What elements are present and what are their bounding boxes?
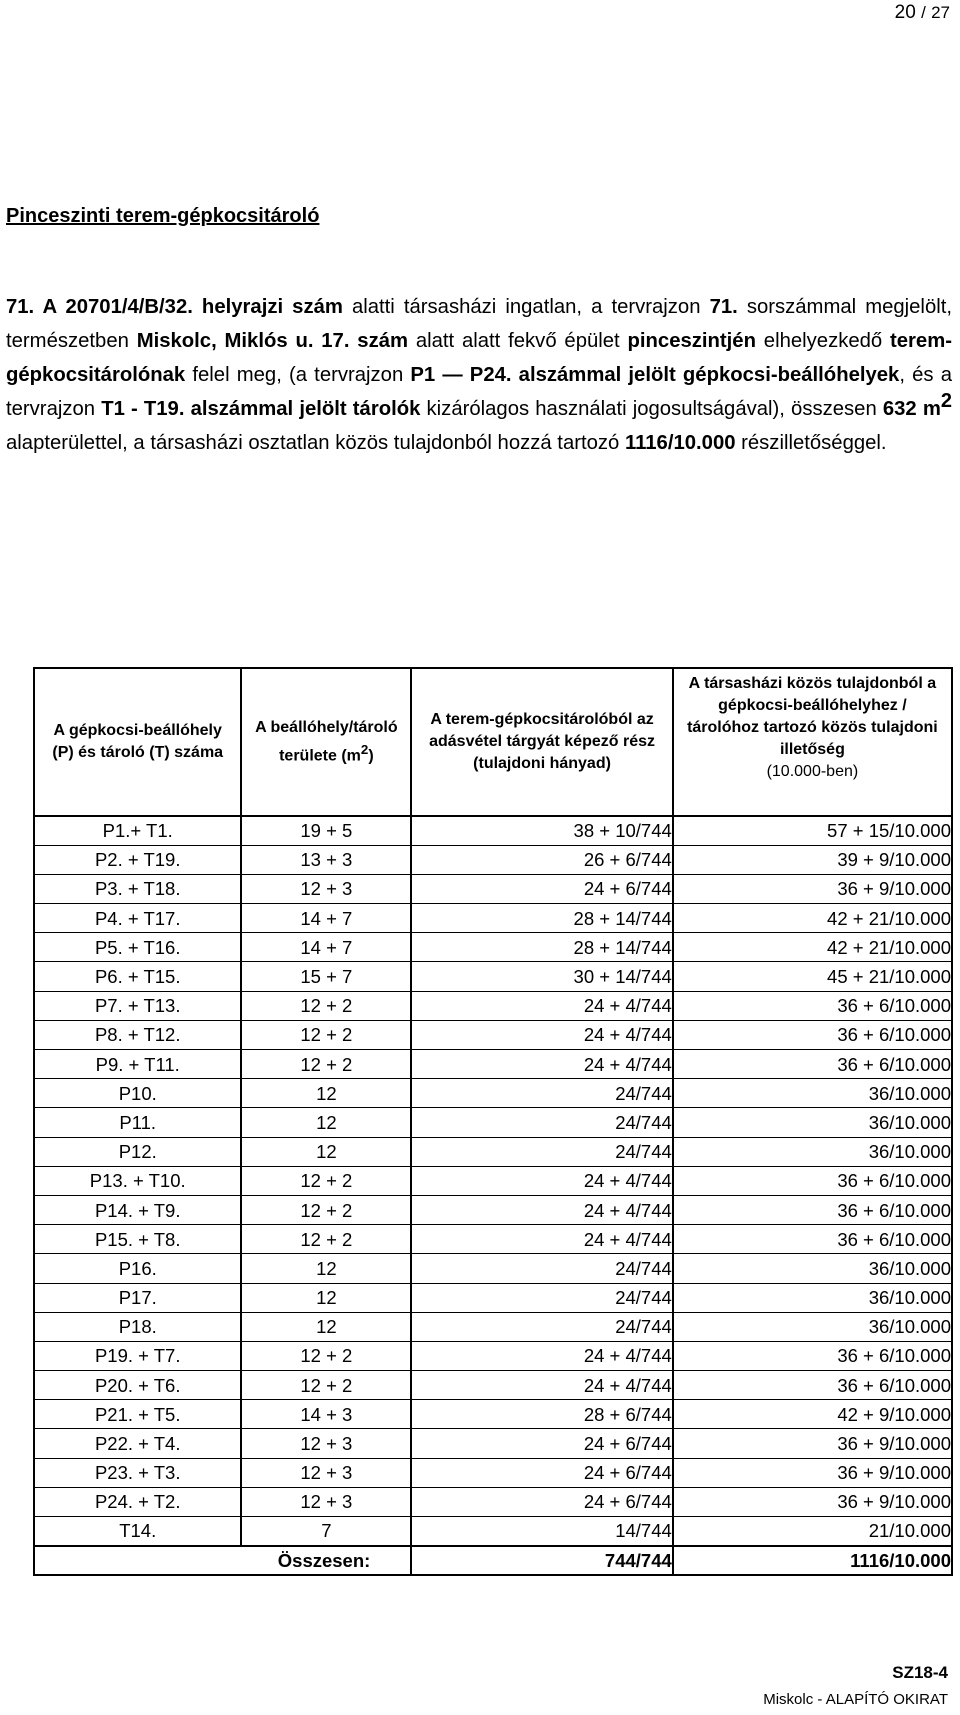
table-row <box>34 1458 952 1487</box>
cell-share: 24/744 <box>411 1312 672 1341</box>
header-common-ownership-text: A társasházi közös tulajdonból a gépkocsi-beállóhelyhez / tárolóhoz tartozó közös tulajdoni illetőség <box>687 675 938 758</box>
cell-common-ownership: 21/10.000 <box>673 1517 952 1546</box>
cell-area: 12 <box>241 1108 411 1137</box>
cell-unit-number: P2. + T19. <box>34 845 241 874</box>
para-part: elhelyezkedő <box>755 330 890 352</box>
cell-share: 24 + 4/744 <box>411 1371 672 1400</box>
table-row <box>34 991 952 1020</box>
cell-share: 28 + 6/744 <box>411 1400 672 1429</box>
cell-share: 24/744 <box>411 1079 672 1108</box>
para-part: pinceszintjén <box>627 330 756 352</box>
table-row <box>34 1050 952 1079</box>
table-row <box>34 962 952 991</box>
cell-share: 24 + 4/744 <box>411 1225 672 1254</box>
cell-common-ownership: 36 + 6/10.000 <box>673 1166 952 1195</box>
cell-share: 24 + 4/744 <box>411 991 672 1020</box>
table-row <box>34 845 952 874</box>
para-part: 632 m <box>882 398 941 420</box>
cell-common-ownership: 45 + 21/10.000 <box>673 962 952 991</box>
header-area <box>241 668 411 816</box>
cell-common-ownership: 42 + 9/10.000 <box>673 1400 952 1429</box>
cell-area: 14 + 7 <box>241 933 411 962</box>
cell-area: 12 + 2 <box>241 1166 411 1195</box>
page-total: 27 <box>931 3 950 22</box>
cell-share: 24 + 4/744 <box>411 1341 672 1370</box>
cell-area: 14 + 3 <box>241 1400 411 1429</box>
cell-share: 24 + 6/744 <box>411 874 672 903</box>
table-row <box>34 816 952 845</box>
cell-common-ownership: 36 + 6/10.000 <box>673 1341 952 1370</box>
cell-share: 24 + 4/744 <box>411 1020 672 1049</box>
cell-area: 12 + 2 <box>241 991 411 1020</box>
cell-unit-number: P18. <box>34 1312 241 1341</box>
cell-share: 26 + 6/744 <box>411 845 672 874</box>
para-part: alatti társasházi ingatlan, a tervrajzon <box>342 296 710 318</box>
cell-share: 14/744 <box>411 1517 672 1546</box>
cell-common-ownership: 36/10.000 <box>673 1312 952 1341</box>
cell-area: 12 <box>241 1312 411 1341</box>
cell-share: 24/744 <box>411 1283 672 1312</box>
cell-common-ownership: 36/10.000 <box>673 1254 952 1283</box>
cell-area: 12 + 3 <box>241 1429 411 1458</box>
cell-common-ownership: 42 + 21/10.000 <box>673 933 952 962</box>
cell-common-ownership: 36/10.000 <box>673 1283 952 1312</box>
cell-common-ownership: 36 + 6/10.000 <box>673 1050 952 1079</box>
cell-area: 12 <box>241 1079 411 1108</box>
cell-area: 12 + 3 <box>241 1458 411 1487</box>
table-row <box>34 1108 952 1137</box>
cell-unit-number: P14. + T9. <box>34 1195 241 1224</box>
cell-area: 12 <box>241 1137 411 1166</box>
table-row <box>34 904 952 933</box>
para-part: alatt alatt fekvő épület <box>408 330 628 352</box>
cell-area: 12 + 2 <box>241 1020 411 1049</box>
cell-area: 13 + 3 <box>241 845 411 874</box>
cell-share: 24 + 6/744 <box>411 1429 672 1458</box>
para-part: T1 - T19. alszámmal jelölt tárolók <box>101 398 421 420</box>
header-share: A terem-gépkocsitárolóból az adásvétel tárgyát képező rész (tulajdoni hányad) <box>411 668 672 816</box>
cell-unit-number: P19. + T7. <box>34 1341 241 1370</box>
cell-common-ownership: 36 + 6/10.000 <box>673 1020 952 1049</box>
cell-area: 12 + 2 <box>241 1341 411 1370</box>
cell-area: 12 + 2 <box>241 1225 411 1254</box>
table-row <box>34 1429 952 1458</box>
cell-unit-number: P15. + T8. <box>34 1225 241 1254</box>
table-row <box>34 1195 952 1224</box>
para-part: , és a tervrajzon <box>6 364 952 420</box>
table-row <box>34 1400 952 1429</box>
table-row <box>34 933 952 962</box>
header-unit-number: A gépkocsi-beállóhely (P) és tároló (T) száma <box>34 668 241 816</box>
cell-area: 7 <box>241 1517 411 1546</box>
footer-document-title: Miskolc - ALAPÍTÓ OKIRAT <box>763 1691 948 1708</box>
cell-unit-number: P24. + T2. <box>34 1487 241 1516</box>
para-part: 1116/10.000 <box>624 432 736 454</box>
cell-unit-number: P21. + T5. <box>34 1400 241 1429</box>
cell-unit-number: P11. <box>34 1108 241 1137</box>
cell-share: 28 + 14/744 <box>411 933 672 962</box>
total-share: 744/744 <box>411 1546 672 1575</box>
para-part: 2 <box>940 390 953 412</box>
cell-share: 24 + 6/744 <box>411 1487 672 1516</box>
table-body <box>34 816 952 1575</box>
cell-area: 12 + 3 <box>241 1487 411 1516</box>
cell-common-ownership: 36/10.000 <box>673 1079 952 1108</box>
cell-share: 24 + 6/744 <box>411 1458 672 1487</box>
table-row <box>34 1341 952 1370</box>
cell-common-ownership: 36 + 9/10.000 <box>673 1487 952 1516</box>
table-row <box>34 1254 952 1283</box>
cell-unit-number: P22. + T4. <box>34 1429 241 1458</box>
cell-unit-number: P23. + T3. <box>34 1458 241 1487</box>
cell-area: 12 <box>241 1254 411 1283</box>
cell-share: 24/744 <box>411 1108 672 1137</box>
cell-common-ownership: 36 + 9/10.000 <box>673 1458 952 1487</box>
cell-unit-number: P4. + T17. <box>34 904 241 933</box>
cell-common-ownership: 36 + 6/10.000 <box>673 991 952 1020</box>
cell-share: 28 + 14/744 <box>411 904 672 933</box>
cell-share: 24/744 <box>411 1254 672 1283</box>
cell-area: 12 + 2 <box>241 1371 411 1400</box>
table-row <box>34 1225 952 1254</box>
cell-share: 24 + 4/744 <box>411 1050 672 1079</box>
para-part: Miskolc, Miklós u. 17. szám <box>136 330 409 352</box>
table-header-row <box>34 668 952 816</box>
para-part: kizárólagos használati jogosultságával), összesen <box>420 398 883 420</box>
total-label: Összesen: <box>34 1546 411 1575</box>
cell-unit-number: P10. <box>34 1079 241 1108</box>
cell-area: 19 + 5 <box>241 816 411 845</box>
cell-unit-number: P8. + T12. <box>34 1020 241 1049</box>
cell-common-ownership: 36/10.000 <box>673 1137 952 1166</box>
table-row <box>34 1517 952 1546</box>
table-row <box>34 874 952 903</box>
table-row <box>34 1166 952 1195</box>
cell-area: 15 + 7 <box>241 962 411 991</box>
table-row <box>34 1079 952 1108</box>
cell-unit-number: P16. <box>34 1254 241 1283</box>
description-paragraph <box>6 290 952 460</box>
page-number <box>895 2 950 24</box>
header-area-text: A beállóhely/tároló területe (m <box>255 718 398 765</box>
cell-common-ownership: 42 + 21/10.000 <box>673 904 952 933</box>
cell-share: 24 + 4/744 <box>411 1166 672 1195</box>
table-row <box>34 1137 952 1166</box>
cell-common-ownership: 36 + 6/10.000 <box>673 1195 952 1224</box>
table-row <box>34 1283 952 1312</box>
ownership-table <box>33 667 953 1576</box>
cell-common-ownership: 36 + 6/10.000 <box>673 1225 952 1254</box>
para-part: 71. <box>709 296 738 318</box>
cell-common-ownership: 57 + 15/10.000 <box>673 816 952 845</box>
cell-common-ownership: 36 + 9/10.000 <box>673 1429 952 1458</box>
cell-unit-number: P3. + T18. <box>34 874 241 903</box>
para-part: felel meg, (a tervrajzon <box>185 364 411 386</box>
cell-share: 30 + 14/744 <box>411 962 672 991</box>
header-area-close: ) <box>368 747 374 765</box>
cell-unit-number: P12. <box>34 1137 241 1166</box>
cell-unit-number: P1.+ T1. <box>34 816 241 845</box>
header-common-ownership <box>673 668 952 816</box>
para-part: P1 — P24. alszámmal jelölt gépkocsi-beállóhelyek <box>410 364 900 386</box>
header-common-ownership-note: (10.000-ben) <box>766 763 859 780</box>
cell-area: 14 + 7 <box>241 904 411 933</box>
para-part: sorszámmal megjelölt, természetben <box>6 296 952 352</box>
table-total-row <box>34 1546 952 1575</box>
cell-unit-number: P5. + T16. <box>34 933 241 962</box>
cell-unit-number: P9. + T11. <box>34 1050 241 1079</box>
cell-unit-number: P13. + T10. <box>34 1166 241 1195</box>
cell-common-ownership: 36/10.000 <box>673 1108 952 1137</box>
cell-common-ownership: 36 + 6/10.000 <box>673 1371 952 1400</box>
cell-area: 12 + 2 <box>241 1050 411 1079</box>
page-separator: / <box>921 3 926 22</box>
cell-share: 24 + 4/744 <box>411 1195 672 1224</box>
header-area-sup: 2 <box>360 741 369 757</box>
para-part: részilletőséggel. <box>735 432 887 454</box>
para-part: terem-gépkocsitárolónak <box>6 330 952 386</box>
cell-area: 12 + 3 <box>241 874 411 903</box>
total-common-ownership: 1116/10.000 <box>673 1546 952 1575</box>
cell-unit-number: P20. + T6. <box>34 1371 241 1400</box>
para-part: alapterülettel, a társasházi osztatlan közös tulajdonból hozzá tartozó <box>6 432 625 454</box>
table-row <box>34 1487 952 1516</box>
table-row <box>34 1020 952 1049</box>
cell-unit-number: P6. + T15. <box>34 962 241 991</box>
cell-unit-number: P7. + T13. <box>34 991 241 1020</box>
cell-unit-number: T14. <box>34 1517 241 1546</box>
cell-share: 24/744 <box>411 1137 672 1166</box>
page-current: 20 <box>894 2 916 23</box>
cell-area: 12 <box>241 1283 411 1312</box>
cell-area: 12 + 2 <box>241 1195 411 1224</box>
cell-unit-number: P17. <box>34 1283 241 1312</box>
section-heading: Pinceszinti terem-gépkocsitároló <box>6 205 320 227</box>
table-row <box>34 1312 952 1341</box>
cell-share: 38 + 10/744 <box>411 816 672 845</box>
table-row <box>34 1371 952 1400</box>
cell-common-ownership: 36 + 9/10.000 <box>673 874 952 903</box>
cell-common-ownership: 39 + 9/10.000 <box>673 845 952 874</box>
footer-code: SZ18-4 <box>892 1663 948 1682</box>
para-part: 71. A 20701/4/B/32. helyrajzi szám <box>6 296 343 318</box>
